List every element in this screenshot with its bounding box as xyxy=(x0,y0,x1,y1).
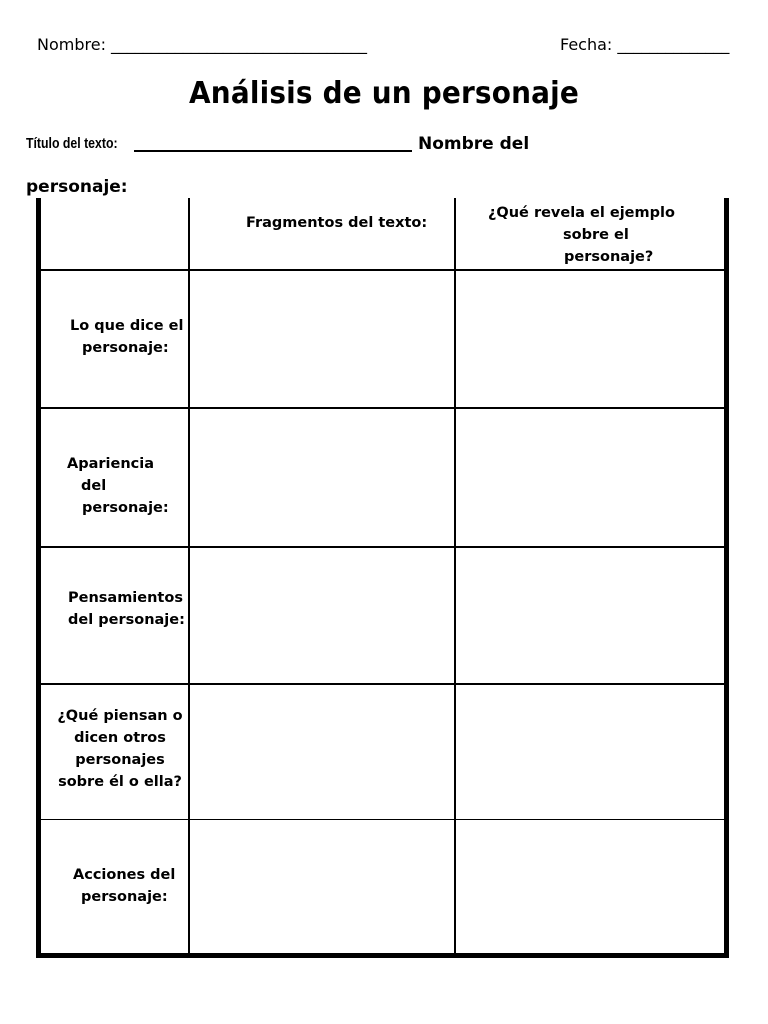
table-row-divider xyxy=(41,819,724,820)
date-field: Fecha: ______________ xyxy=(560,35,730,54)
row-header-text: del xyxy=(81,478,107,494)
name-field: Nombre: ________________________________ xyxy=(37,35,368,54)
table-column-divider xyxy=(454,198,456,954)
column-header-text: personaje? xyxy=(564,249,654,265)
column-header-fragments xyxy=(246,212,427,234)
row-header-actions xyxy=(73,864,175,908)
column-header-text: Fragmentos del texto: xyxy=(246,215,428,231)
row-header-text: del personaje: xyxy=(68,612,185,628)
table-row-divider xyxy=(41,269,724,271)
table-row-divider xyxy=(41,683,724,685)
column-header-reveals xyxy=(488,202,675,268)
row-header-text: Apariencia xyxy=(67,456,155,472)
row-header-thoughts xyxy=(68,587,185,631)
row-header-says xyxy=(70,315,183,359)
text-title-label: Título del texto: xyxy=(26,135,118,152)
table-border-right xyxy=(724,198,729,958)
row-header-text: personaje: xyxy=(82,500,169,516)
row-header-text: dicen otros xyxy=(74,730,166,746)
column-header-text: sobre el xyxy=(563,227,629,243)
table-row-divider xyxy=(41,407,724,409)
column-header-text: ¿Qué revela el ejemplo xyxy=(488,205,675,221)
row-header-text: personaje: xyxy=(82,340,169,356)
table-border-left xyxy=(36,198,41,958)
text-title-blank xyxy=(134,150,412,152)
table-column-divider xyxy=(188,198,190,954)
row-header-text: personajes xyxy=(75,752,165,768)
page-title: Análisis de un personaje xyxy=(188,76,580,111)
table-border-bottom xyxy=(36,953,729,958)
character-name-label-continued: personaje: xyxy=(26,177,128,197)
row-header-appearance xyxy=(67,453,169,519)
row-header-text: sobre él o ella? xyxy=(58,774,182,790)
row-header-text: ¿Qué piensan o xyxy=(57,708,183,724)
row-header-text: Acciones del xyxy=(73,867,176,883)
table-row-divider xyxy=(41,546,724,548)
row-header-others xyxy=(56,705,184,793)
character-name-label: Nombre del xyxy=(418,134,530,154)
row-header-text: Pensamientos xyxy=(68,590,183,606)
row-header-text: personaje: xyxy=(81,889,168,905)
row-header-text: Lo que dice el xyxy=(70,318,184,334)
